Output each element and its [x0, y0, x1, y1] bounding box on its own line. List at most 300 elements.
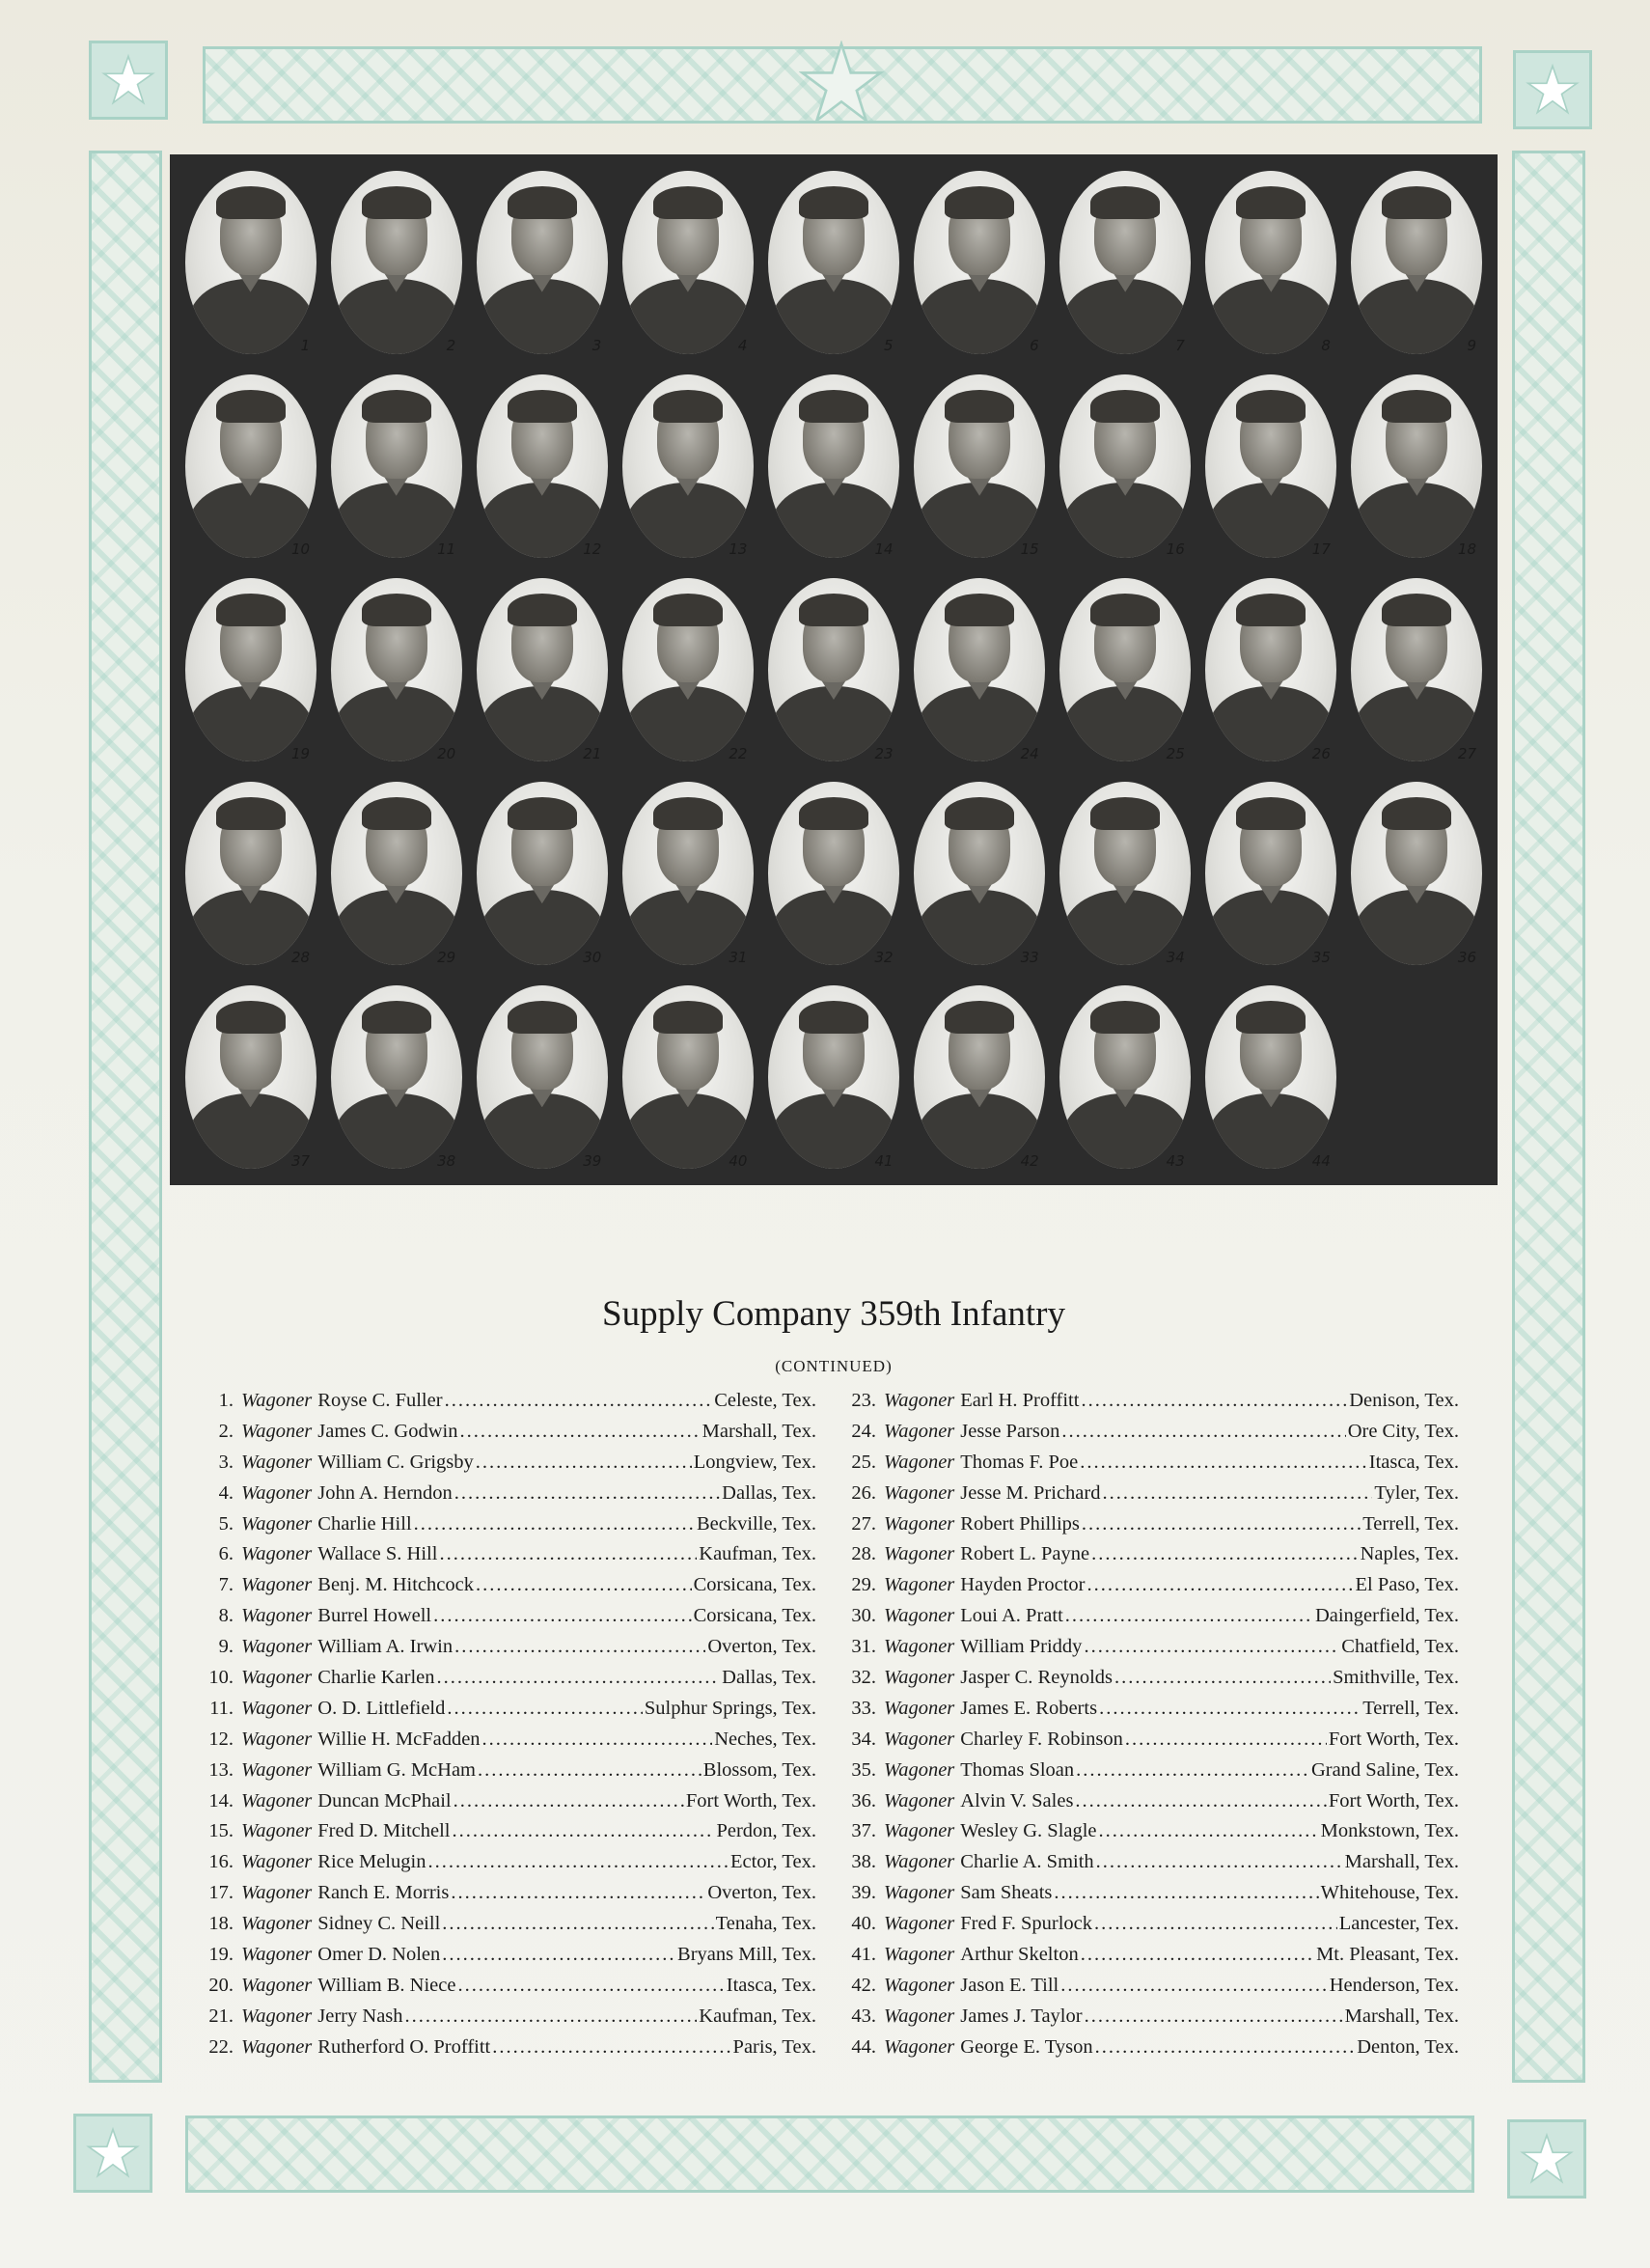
roster-rank: Wagoner: [884, 1481, 955, 1504]
portrait-hair: [1090, 1001, 1160, 1034]
dot-leader: [442, 1944, 675, 1966]
dot-leader: [405, 2005, 698, 2028]
portrait-photo: [1205, 578, 1336, 761]
roster-name: William Priddy: [960, 1636, 1083, 1658]
roster-rank: Wagoner: [884, 1728, 955, 1750]
portrait-hair: [508, 797, 577, 830]
portrait-hair: [1382, 186, 1451, 219]
roster-name: Wallace S. Hill: [317, 1543, 438, 1565]
portrait-photo: [477, 171, 608, 354]
roster-name: Loui A. Pratt: [960, 1605, 1063, 1627]
portrait: [1053, 364, 1198, 567]
portrait-number: 33: [1020, 948, 1039, 966]
portrait-number: 1: [300, 337, 311, 355]
portrait-number: 41: [874, 1151, 894, 1170]
roster-rank: Wagoner: [884, 2005, 955, 2027]
roster-hometown: Perdon, Tex.: [716, 1820, 816, 1842]
roster-number: 43.: [851, 2005, 876, 2027]
corner-star-top-left: [89, 41, 168, 120]
roster-hometown: Ore City, Tex.: [1347, 1420, 1459, 1442]
dot-leader: [1091, 1543, 1359, 1565]
roster-number: 29.: [851, 1574, 876, 1596]
roster-entry: [841, 2036, 1459, 2067]
roster-number: 1.: [218, 1390, 234, 1411]
roster-hometown: Kaufman, Tex.: [699, 2005, 816, 2027]
roster-hometown: Naples, Tex.: [1360, 1543, 1459, 1565]
portrait-number: 38: [437, 1151, 456, 1170]
dot-leader: [1085, 2005, 1343, 2028]
roster-number: 34.: [851, 1728, 876, 1750]
roster-hometown: Grand Saline, Tex.: [1310, 1758, 1459, 1781]
roster-name: Arthur Skelton: [960, 1944, 1079, 1966]
roster-name: Benj. M. Hitchcock: [317, 1574, 474, 1596]
portrait-photo: [331, 374, 462, 558]
roster-name: Robert L. Payne: [960, 1543, 1090, 1565]
roster-entry: [199, 1452, 816, 1482]
dot-leader: [1102, 1482, 1372, 1505]
dot-leader: [453, 1820, 715, 1842]
portrait-number: 19: [291, 744, 311, 762]
roster-number: 11.: [209, 1697, 234, 1719]
portrait-photo: [1351, 782, 1482, 965]
roster-entry: [199, 1390, 816, 1421]
roster-rank: Wagoner: [241, 2005, 313, 2027]
dot-leader: [1061, 1421, 1345, 1443]
dot-leader: [1099, 1820, 1319, 1842]
roster-number: 13.: [208, 1758, 234, 1781]
roster-entry: [199, 2036, 816, 2067]
roster-entry: [199, 1421, 816, 1452]
dot-leader: [478, 1759, 701, 1782]
roster-name: Charlie A. Smith: [960, 1851, 1094, 1873]
dot-leader: [451, 1882, 705, 1904]
roster-entry: [199, 1975, 816, 2005]
portrait-number: 27: [1457, 744, 1476, 762]
roster-rank: Wagoner: [884, 1605, 955, 1627]
roster-number: 30.: [851, 1605, 876, 1627]
roster-rank: Wagoner: [884, 1667, 955, 1689]
roster-hometown: Ector, Tex.: [729, 1851, 816, 1873]
dot-leader: [1095, 2036, 1356, 2059]
roster-number: 44.: [851, 2035, 876, 2058]
portrait-hair: [216, 797, 286, 830]
roster-rank: Wagoner: [884, 1789, 955, 1812]
roster-entry: [841, 1975, 1459, 2005]
portrait-hair: [799, 797, 868, 830]
portrait-hair: [799, 594, 868, 626]
roster-hometown: Corsicana, Tex.: [693, 1574, 816, 1596]
roster-number: 41.: [851, 1944, 876, 1966]
portrait-number: 36: [1457, 948, 1476, 966]
portrait: [1198, 976, 1344, 1179]
portrait: [469, 160, 615, 364]
roster-name: Charlie Karlen: [317, 1667, 435, 1689]
portrait-number: 24: [1020, 744, 1039, 762]
roster-entry: [841, 1790, 1459, 1821]
portrait: [907, 364, 1053, 567]
portrait: [615, 160, 760, 364]
roster-hometown: Dallas, Tex.: [722, 1667, 816, 1689]
roster-entry: [841, 1729, 1459, 1759]
corner-star-top-right: [1513, 50, 1592, 129]
roster-number: 9.: [218, 1636, 234, 1658]
portrait-photo: [914, 374, 1045, 558]
portrait-hair: [362, 797, 431, 830]
portrait-number: 35: [1311, 948, 1331, 966]
portrait: [615, 364, 760, 567]
portrait: [760, 567, 906, 771]
roster-number: 7.: [218, 1574, 234, 1596]
roster-entry: [841, 1390, 1459, 1421]
portrait: [323, 364, 469, 567]
roster-name: Alvin V. Sales: [960, 1789, 1074, 1812]
portrait-number: 16: [1166, 540, 1185, 559]
portrait-number: 32: [874, 948, 894, 966]
portrait: [1053, 772, 1198, 976]
portrait: [323, 976, 469, 1179]
portrait: [907, 772, 1053, 976]
portrait-hair: [799, 390, 868, 423]
portrait: [178, 567, 323, 771]
roster-rank: Wagoner: [884, 1974, 955, 1996]
roster-rank: Wagoner: [241, 1851, 313, 1873]
roster-entry: [841, 1698, 1459, 1729]
roster-name: Rice Melugin: [317, 1851, 426, 1873]
roster-hometown: Fort Worth, Tex.: [1328, 1789, 1459, 1812]
portrait-photo: [331, 171, 462, 354]
roster-number: 4.: [218, 1481, 234, 1504]
roster-entry: [199, 2005, 816, 2036]
dot-leader: [454, 1482, 720, 1505]
roster-name: Willie H. McFadden: [317, 1728, 481, 1750]
roster-name: Thomas Sloan: [960, 1758, 1075, 1781]
roster-name: Hayden Proctor: [960, 1574, 1086, 1596]
portrait-photo: [622, 782, 754, 965]
roster-entry: [199, 1636, 816, 1667]
corner-star-bottom-left: [73, 2114, 152, 2193]
roster-entry: [841, 1759, 1459, 1790]
roster-name: Ranch E. Morris: [317, 1882, 450, 1904]
roster-hometown: Dallas, Tex.: [722, 1481, 816, 1504]
roster-rank: Wagoner: [241, 1574, 313, 1596]
portrait-photo: [914, 782, 1045, 965]
portrait-photo: [914, 578, 1045, 761]
portrait-hair: [653, 594, 723, 626]
dot-leader: [1094, 1913, 1337, 1935]
portrait-number: 6: [1030, 337, 1039, 355]
bottom-ornamental-border: [185, 2116, 1474, 2193]
roster-name: Robert Phillips: [960, 1512, 1080, 1535]
portrait-hair: [216, 186, 286, 219]
dot-leader: [1087, 1574, 1354, 1596]
roster-name: Thomas F. Poe: [960, 1451, 1079, 1473]
roster-entry: [199, 1543, 816, 1574]
portrait: [760, 976, 906, 1179]
roster-entry: [841, 1452, 1459, 1482]
portrait: [1198, 364, 1344, 567]
roster-entry: [841, 1820, 1459, 1851]
roster-number: 23.: [851, 1390, 876, 1411]
portrait: [760, 160, 906, 364]
roster-entry: [841, 1421, 1459, 1452]
dot-leader: [445, 1390, 713, 1412]
portrait-photo: [622, 985, 754, 1169]
roster-column-left: [199, 1390, 816, 2067]
portrait: [1053, 160, 1198, 364]
portrait: [907, 567, 1053, 771]
portrait-photo: [1059, 171, 1191, 354]
roster-name: Omer D. Nolen: [317, 1944, 441, 1966]
roster-hometown: Marshall, Tex.: [701, 1420, 816, 1442]
portrait-photo: [477, 374, 608, 558]
roster-name: James E. Roberts: [960, 1697, 1098, 1719]
portrait-number: 5: [884, 337, 894, 355]
portrait-number: 4: [737, 337, 748, 355]
dot-leader: [482, 1729, 713, 1751]
roster-entry: [199, 1482, 816, 1513]
portrait: [323, 567, 469, 771]
portrait: [469, 567, 615, 771]
roster-hometown: Itasca, Tex.: [1368, 1451, 1459, 1473]
roster-number: 33.: [851, 1697, 876, 1719]
portrait: [615, 976, 760, 1179]
dot-leader: [1082, 1513, 1361, 1535]
roster-number: 3.: [218, 1451, 234, 1473]
roster-number: 18.: [208, 1913, 234, 1935]
roster-name: George E. Tyson: [960, 2035, 1093, 2058]
roster-number: 2.: [218, 1420, 234, 1442]
portrait-number: 20: [437, 744, 456, 762]
roster-entry: [199, 1759, 816, 1790]
roster-rank: Wagoner: [884, 1390, 955, 1411]
roster-number: 32.: [851, 1667, 876, 1689]
dot-leader: [1060, 1975, 1327, 1997]
portrait-photo: [477, 578, 608, 761]
roster-name: John A. Herndon: [317, 1481, 453, 1504]
roster-hometown: Denton, Tex.: [1357, 2035, 1459, 2058]
roster-name: Jerry Nash: [317, 2005, 403, 2027]
roster-name: James J. Taylor: [960, 2005, 1083, 2027]
dot-leader: [447, 1698, 642, 1720]
roster-rank: Wagoner: [884, 1882, 955, 1904]
portrait-number: 26: [1311, 744, 1331, 762]
portrait-hair: [1236, 594, 1306, 626]
portrait-hair: [1090, 797, 1160, 830]
roster-rank: Wagoner: [241, 1697, 313, 1719]
portrait: [469, 772, 615, 976]
page-subtitle: (CONTINUED): [775, 1357, 893, 1375]
portrait-hair: [216, 1001, 286, 1034]
portrait-hair: [945, 186, 1014, 219]
dot-leader: [1080, 1452, 1367, 1474]
portrait-hair: [653, 1001, 723, 1034]
portrait-hair: [1090, 594, 1160, 626]
portrait: [323, 772, 469, 976]
portrait-number: 25: [1166, 744, 1185, 762]
roster-name: James C. Godwin: [317, 1420, 458, 1442]
roster-number: 16.: [208, 1851, 234, 1873]
roster-hometown: Beckville, Tex.: [696, 1512, 816, 1535]
portrait: [1344, 160, 1490, 364]
portrait-photo: [1059, 782, 1191, 965]
portrait-grid: [170, 154, 1498, 1185]
roster-number: 6.: [218, 1543, 234, 1565]
roster-entry: [841, 1851, 1459, 1882]
roster-number: 10.: [208, 1667, 234, 1689]
roster-hometown: Fort Worth, Tex.: [1328, 1728, 1459, 1750]
roster-number: 25.: [851, 1451, 876, 1473]
portrait: [1344, 567, 1490, 771]
portrait-number: 29: [437, 948, 456, 966]
roster-hometown: Smithville, Tex.: [1333, 1667, 1459, 1689]
portrait: [178, 364, 323, 567]
dot-leader: [1114, 1667, 1331, 1689]
dot-leader: [1096, 1851, 1343, 1873]
portrait-hair: [216, 390, 286, 423]
roster-name: Duncan McPhail: [317, 1789, 452, 1812]
portrait-photo: [1059, 985, 1191, 1169]
portrait-photo: [768, 782, 899, 965]
portrait-photo: [1205, 782, 1336, 965]
portrait-hair: [362, 186, 431, 219]
portrait: [1198, 567, 1344, 771]
portrait-hair: [945, 390, 1014, 423]
portrait-number: 18: [1457, 540, 1476, 559]
portrait-photo: [1205, 171, 1336, 354]
portrait-photo: [768, 171, 899, 354]
dot-leader: [442, 1913, 713, 1935]
portrait-photo: [477, 782, 608, 965]
roster-number: 27.: [851, 1512, 876, 1535]
roster-hometown: Terrell, Tex.: [1362, 1697, 1459, 1719]
roster-name: Jasper C. Reynolds: [960, 1667, 1114, 1689]
portrait-number: 39: [583, 1151, 602, 1170]
roster-rank: Wagoner: [241, 1420, 313, 1442]
portrait-number: 42: [1020, 1151, 1039, 1170]
portrait-hair: [508, 390, 577, 423]
roster-rank: Wagoner: [884, 1851, 955, 1873]
roster-entry: [199, 1698, 816, 1729]
roster-name: Fred F. Spurlock: [960, 1913, 1093, 1935]
roster-rank: Wagoner: [884, 1758, 955, 1781]
roster-number: 39.: [851, 1882, 876, 1904]
roster-number: 17.: [208, 1882, 234, 1904]
portrait-hair: [1236, 1001, 1306, 1034]
roster-number: 19.: [208, 1944, 234, 1966]
portrait-photo: [768, 985, 899, 1169]
portrait-hair: [1382, 390, 1451, 423]
roster-entry: [841, 1636, 1459, 1667]
portrait-hair: [945, 797, 1014, 830]
dot-leader: [492, 2036, 730, 2059]
star-icon: [1520, 2132, 1574, 2186]
corner-star-bottom-right: [1507, 2119, 1586, 2199]
roster-name: Fred D. Mitchell: [317, 1820, 451, 1842]
portrait-photo: [768, 578, 899, 761]
roster-rank: Wagoner: [884, 1944, 955, 1966]
roster-hometown: Corsicana, Tex.: [693, 1605, 816, 1627]
roster-name: William B. Niece: [317, 1974, 456, 1996]
roster-number: 21.: [208, 2005, 234, 2027]
roster-hometown: Paris, Tex.: [732, 2035, 816, 2058]
portrait-number: 30: [583, 948, 602, 966]
portrait-number: 7: [1175, 337, 1185, 355]
right-ornamental-border: [1512, 151, 1585, 2083]
roster-rank: Wagoner: [884, 1820, 955, 1842]
portrait-number: 11: [437, 540, 456, 559]
roster-name: Jason E. Till: [960, 1974, 1059, 1996]
roster-hometown: Marshall, Tex.: [1344, 2005, 1459, 2027]
star-icon: [1526, 63, 1580, 117]
roster-number: 26.: [851, 1481, 876, 1504]
roster-hometown: Daingerfield, Tex.: [1314, 1605, 1459, 1627]
dot-leader: [454, 1790, 684, 1812]
roster-entry: [841, 1574, 1459, 1605]
portrait-number: 13: [729, 540, 748, 559]
roster-number: 14.: [208, 1789, 234, 1812]
roster-hometown: Celeste, Tex.: [714, 1390, 816, 1411]
portrait-photo: [768, 374, 899, 558]
roster-rank: Wagoner: [884, 1512, 955, 1535]
roster-number: 28.: [851, 1543, 876, 1565]
portrait: [1198, 160, 1344, 364]
roster-entry: [841, 1913, 1459, 1944]
portrait-photo: [1351, 171, 1482, 354]
portrait: [1198, 772, 1344, 976]
roster-rank: Wagoner: [241, 1820, 313, 1842]
dot-leader: [1084, 1636, 1339, 1658]
roster-entry: [199, 1820, 816, 1851]
roster-name: Rutherford O. Proffitt: [317, 2035, 491, 2058]
roster-hometown: El Paso, Tex.: [1355, 1574, 1459, 1596]
roster-name: Jesse Parson: [960, 1420, 1060, 1442]
roster-rank: Wagoner: [241, 1543, 313, 1565]
roster-hometown: Tyler, Tex.: [1374, 1481, 1459, 1504]
portrait-photo: [185, 374, 316, 558]
roster-rank: Wagoner: [241, 1913, 313, 1935]
dot-leader: [459, 1421, 700, 1443]
roster-hometown: Chatfield, Tex.: [1341, 1636, 1459, 1658]
roster-rank: Wagoner: [241, 2035, 313, 2058]
portrait-photo: [331, 985, 462, 1169]
roster-hometown: Terrell, Tex.: [1362, 1512, 1459, 1535]
roster-entry: [841, 1513, 1459, 1544]
portrait: [469, 976, 615, 1179]
roster-hometown: Tenaha, Tex.: [715, 1913, 816, 1935]
roster-number: 42.: [851, 1974, 876, 1996]
portrait: [178, 976, 323, 1179]
roster-number: 37.: [851, 1820, 876, 1842]
portrait-hair: [1090, 390, 1160, 423]
roster-entry: [841, 1482, 1459, 1513]
portrait-number: 44: [1311, 1151, 1331, 1170]
roster-entry: [199, 1513, 816, 1544]
portrait: [615, 567, 760, 771]
dot-leader: [439, 1543, 697, 1565]
portrait-photo: [331, 578, 462, 761]
roster-name: William A. Irwin: [317, 1636, 454, 1658]
roster-number: 24.: [851, 1420, 876, 1442]
roster-hometown: Mt. Pleasant, Tex.: [1316, 1944, 1459, 1966]
roster-rank: Wagoner: [884, 1451, 955, 1473]
roster-rank: Wagoner: [241, 1789, 313, 1812]
portrait-photo: [185, 985, 316, 1169]
portrait-hair: [1382, 797, 1451, 830]
portrait-hair: [945, 594, 1014, 626]
portrait-photo: [1351, 374, 1482, 558]
roster-hometown: Neches, Tex.: [714, 1728, 816, 1750]
dot-leader: [433, 1605, 691, 1627]
